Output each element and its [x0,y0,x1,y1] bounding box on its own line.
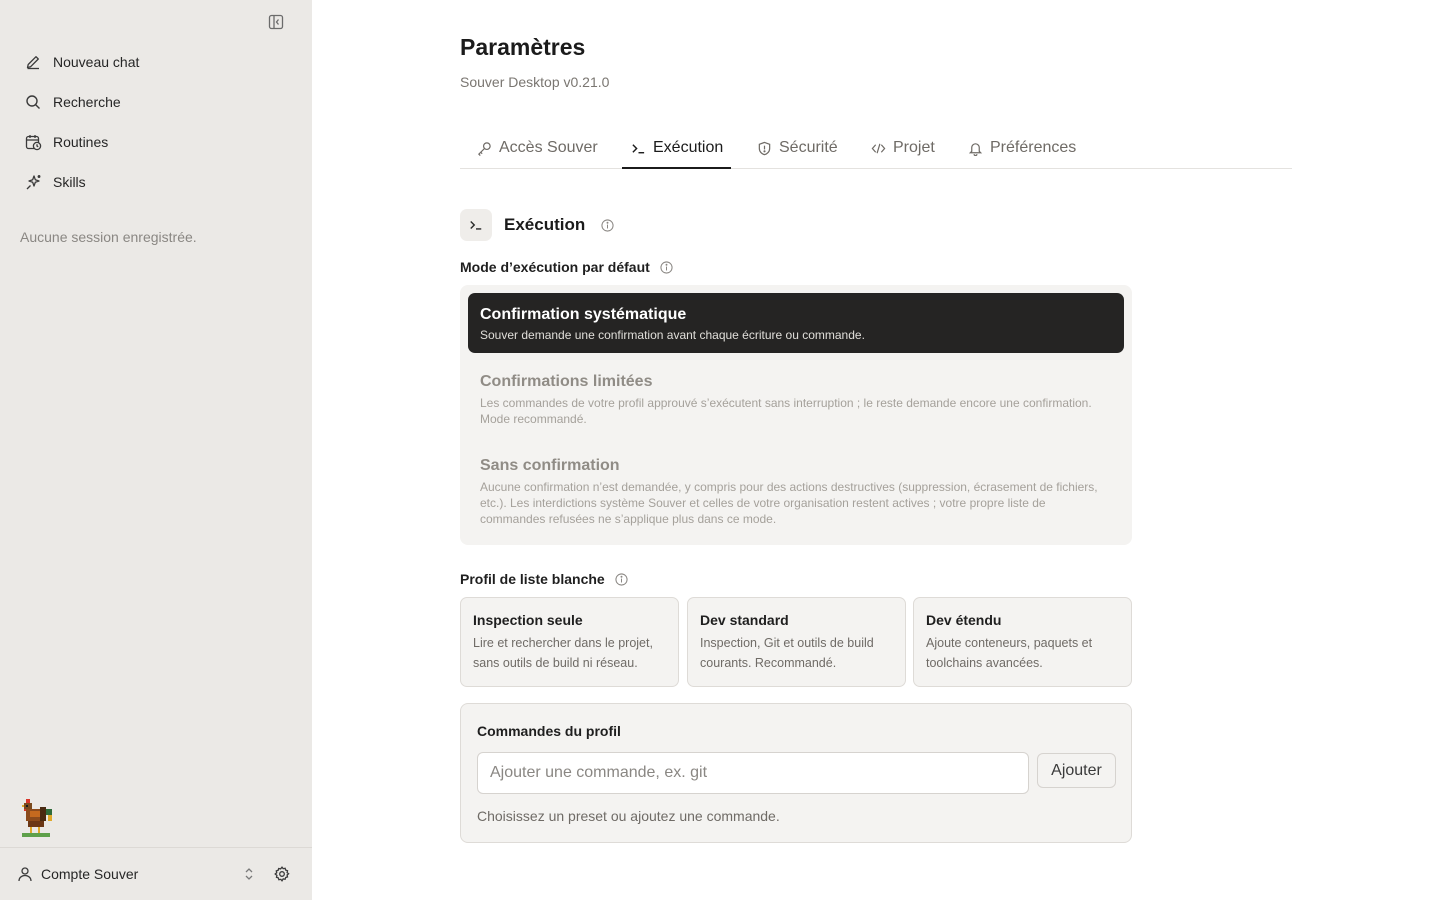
execution-mode-options [460,285,1132,545]
profile-commands-hint: Choisissez un preset ou ajoutez une commande. [477,808,780,824]
sidebar-item-new-chat[interactable] [12,42,300,82]
bell-icon [967,140,983,156]
terminal-icon [460,209,492,241]
tab-label: Sécurité [779,139,838,156]
sidebar-item-routines[interactable] [12,122,300,162]
tab-projet[interactable] [870,128,935,168]
preset-desc: Ajoute conteneurs, paquets et toolchains avancées. [926,636,1093,670]
account-bar [0,847,312,900]
info-icon[interactable] [615,572,629,586]
preset-title: Dev étendu [926,612,1002,628]
sidebar-item-label: Nouveau chat [53,54,140,70]
mode-option-desc: Aucune confirmation n’est demandée, y compris pour des actions destructives (suppression, écrasement de fichiers, etc.). Les interdictions système Souver et celles de votre organisation restent actives ; votre propre liste de commandes refusées ne s’applique plus dans ce mode. [480,480,1098,526]
sidebar-item-skills[interactable] [12,162,300,202]
whitelist-label [460,571,629,587]
gear-icon[interactable] [273,865,291,883]
user-icon [16,865,34,883]
sidebar-item-label: Skills [53,174,86,190]
tab-securite[interactable] [756,128,838,168]
add-command-input[interactable] [477,752,1029,794]
page-title: Paramètres [460,34,586,60]
section-title: Exécution [504,215,586,234]
tab-label: Préférences [990,139,1077,156]
add-command-button[interactable]: Ajouter [1037,753,1116,788]
terminal-icon [630,140,646,156]
pencil-icon [24,53,42,71]
empty-sessions-note: Aucune session enregistrée. [20,229,197,245]
tab-acces-souver[interactable] [476,128,598,168]
whitelist-presets [460,597,1132,687]
preset-title: Dev standard [700,612,789,628]
calendar-clock-icon [24,133,42,151]
mode-option-sans-confirmation[interactable] [468,457,1124,533]
tab-label: Exécution [653,139,724,156]
key-icon [476,140,492,156]
info-icon[interactable] [660,260,674,274]
sidebar-item-label: Recherche [53,94,121,110]
tab-preferences[interactable] [967,128,1076,168]
mode-label-text: Mode d’exécution par défaut [460,259,650,275]
whitelist-label-text: Profil de liste blanche [460,571,605,587]
sidebar [0,0,312,900]
mode-option-title: Sans confirmation [480,457,620,474]
preset-desc: Inspection, Git et outils de build courants. Recommandé. [700,636,874,670]
mode-label [460,259,674,275]
preset-dev-etendu[interactable] [913,597,1132,687]
preset-title: Inspection seule [473,612,583,628]
tab-execution[interactable] [630,128,723,168]
info-icon[interactable] [600,218,614,232]
search-icon [24,93,42,111]
profile-commands-panel [460,703,1132,843]
sidebar-item-search[interactable] [12,82,300,122]
section-header [460,209,614,241]
sidebar-nav [12,42,300,202]
settings-tabs [460,128,1292,169]
chevron-up-down-icon[interactable] [241,866,257,882]
mode-option-title: Confirmations limitées [480,373,653,390]
sidebar-collapse-icon[interactable] [266,12,286,32]
shield-icon [756,140,772,156]
mode-option-desc: Les commandes de votre profil approuvé s’exécutent sans interruption ; le reste demande encore une confirmation. Mode recommandé. [480,396,1092,426]
app-version: Souver Desktop v0.21.0 [460,74,610,90]
mode-option-confirmation-systematique[interactable] [468,293,1124,353]
mode-option-title: Confirmation systématique [480,306,687,323]
tab-label: Accès Souver [499,139,598,156]
preset-inspection-seule[interactable] [460,597,679,687]
sparkle-icon [24,173,42,191]
mascot-rooster-icon [18,799,56,839]
mode-option-desc: Souver demande une confirmation avant chaque écriture ou commande. [480,328,865,342]
preset-dev-standard[interactable] [687,597,906,687]
profile-commands-title: Commandes du profil [477,723,621,739]
code-icon [870,140,886,156]
account-name[interactable]: Compte Souver [41,866,139,882]
tab-label: Projet [893,139,935,156]
sidebar-item-label: Routines [53,134,109,150]
mode-option-confirmations-limitees[interactable] [468,373,1124,433]
preset-desc: Lire et rechercher dans le projet, sans outils de build ni réseau. [473,636,653,670]
